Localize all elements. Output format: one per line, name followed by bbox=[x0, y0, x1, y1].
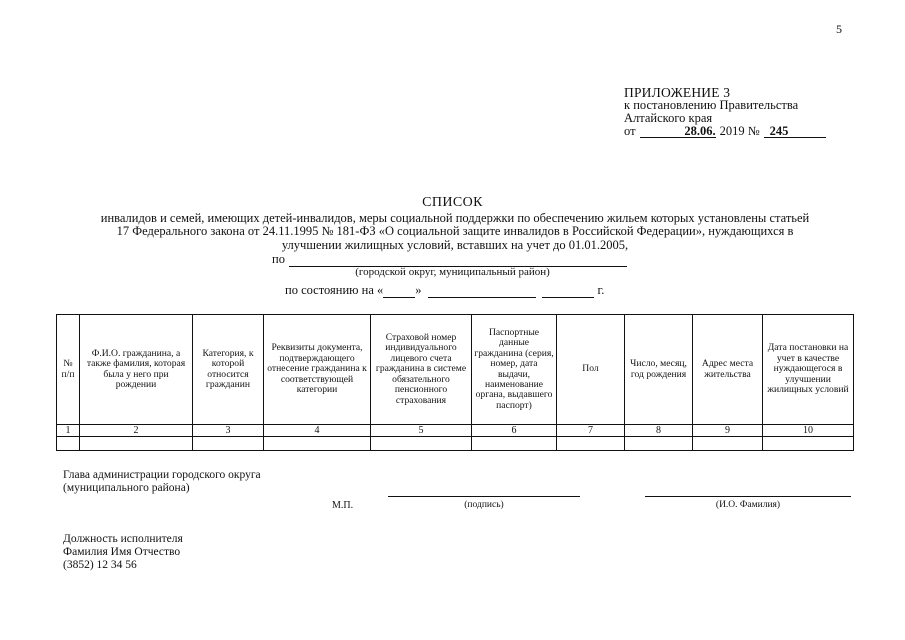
document-title: СПИСОК bbox=[422, 195, 483, 210]
header-cell: Паспортные данные гражданина (серия, номер, дата выдачи, наименование органа, выдавшего паспорт) bbox=[472, 315, 557, 425]
state-quote-close: » bbox=[415, 283, 422, 297]
page-number: 5 bbox=[836, 22, 842, 36]
executor-block bbox=[63, 533, 183, 572]
table-cell[interactable] bbox=[193, 437, 264, 451]
header-cell: № п/п bbox=[57, 315, 80, 425]
district-caption: (городской округ, муниципальный район) bbox=[355, 266, 550, 278]
table-number-row bbox=[57, 425, 854, 437]
header-cell: Ф.И.О. гражданина, а также фамилия, которая была у него при рождении bbox=[80, 315, 193, 425]
list-table bbox=[56, 314, 854, 451]
header-cell: Страховой номер индивидуального лицевого счета гражданина в системе обязательного пенсионного страхования bbox=[371, 315, 472, 425]
state-label: по состоянию на « bbox=[285, 283, 384, 297]
stamp-place: М.П. bbox=[332, 500, 354, 511]
signature-block bbox=[388, 496, 580, 510]
document-subtitle: инвалидов и семей, имеющих детей-инвалидов, меры социальной поддержки по обеспечению жильем которых установлены статьей 17 Федерального закона от 24.11.1995 № 181-ФЗ «О социальной защите инвалидов в Российской Федерации», нуждающихся в улучшении жилищных условий, вставших на учет до 01.01.2005, bbox=[100, 211, 810, 252]
resolution-date: 28.06. bbox=[640, 125, 716, 138]
resolution-number: 245 bbox=[764, 125, 826, 138]
state-year-field[interactable] bbox=[542, 286, 594, 298]
column-number: 8 bbox=[625, 425, 693, 437]
signature-caption: (подпись) bbox=[464, 500, 504, 510]
head-line-2: (муниципального района) bbox=[63, 482, 190, 494]
header-cell: Адрес места жительства bbox=[693, 315, 763, 425]
district-row bbox=[272, 252, 627, 267]
name-block bbox=[645, 496, 851, 510]
column-number: 1 bbox=[57, 425, 80, 437]
executor-position: Должность исполнителя bbox=[63, 533, 183, 545]
name-caption: (И.О. Фамилия) bbox=[715, 500, 781, 510]
column-number: 7 bbox=[557, 425, 625, 437]
table-cell[interactable] bbox=[557, 437, 625, 451]
state-month-field[interactable] bbox=[428, 286, 536, 298]
header-cell: Число, месяц, год рождения bbox=[625, 315, 693, 425]
header-cell: Пол bbox=[557, 315, 625, 425]
state-day-field[interactable] bbox=[383, 286, 415, 298]
column-number: 9 bbox=[693, 425, 763, 437]
state-date-row bbox=[285, 283, 604, 298]
appendix-block bbox=[624, 86, 826, 138]
header-cell: Дата постановки на учет в качестве нуждающегося в улучшении жилищных условий bbox=[763, 315, 854, 425]
appendix-title: ПРИЛОЖЕНИЕ 3 bbox=[624, 85, 731, 100]
year-suffix: г. bbox=[597, 283, 605, 297]
column-number: 6 bbox=[472, 425, 557, 437]
appendix-date-row bbox=[624, 125, 826, 138]
executor-name: Фамилия Имя Отчество bbox=[63, 546, 181, 558]
table-row bbox=[57, 437, 854, 451]
head-line-1: Глава администрации городского округа bbox=[63, 469, 261, 481]
year-number-label: 2019 № bbox=[719, 124, 760, 138]
table-cell[interactable] bbox=[763, 437, 854, 451]
header-cell: Реквизиты документа, подтверждающего отнесение гражданина к соответствующей категории bbox=[264, 315, 371, 425]
table-cell[interactable] bbox=[472, 437, 557, 451]
column-number: 2 bbox=[80, 425, 193, 437]
column-number: 5 bbox=[371, 425, 472, 437]
column-number: 10 bbox=[763, 425, 854, 437]
table-cell[interactable] bbox=[57, 437, 80, 451]
signature-line[interactable] bbox=[388, 496, 580, 497]
po-label: по bbox=[272, 252, 285, 266]
appendix-line-1: к постановлению Правительства bbox=[624, 98, 799, 112]
column-number: 4 bbox=[264, 425, 371, 437]
table-cell[interactable] bbox=[80, 437, 193, 451]
name-line[interactable] bbox=[645, 496, 851, 497]
column-number: 3 bbox=[193, 425, 264, 437]
table-cell[interactable] bbox=[625, 437, 693, 451]
table-header-row bbox=[57, 315, 854, 425]
executor-phone: (3852) 12 34 56 bbox=[63, 559, 137, 571]
appendix-line-2: Алтайского края bbox=[624, 111, 713, 125]
table-cell[interactable] bbox=[693, 437, 763, 451]
header-cell: Категория, к которой относится гражданин bbox=[193, 315, 264, 425]
table-cell[interactable] bbox=[371, 437, 472, 451]
from-label: от bbox=[624, 124, 636, 138]
table-cell[interactable] bbox=[264, 437, 371, 451]
head-of-administration bbox=[63, 469, 261, 495]
